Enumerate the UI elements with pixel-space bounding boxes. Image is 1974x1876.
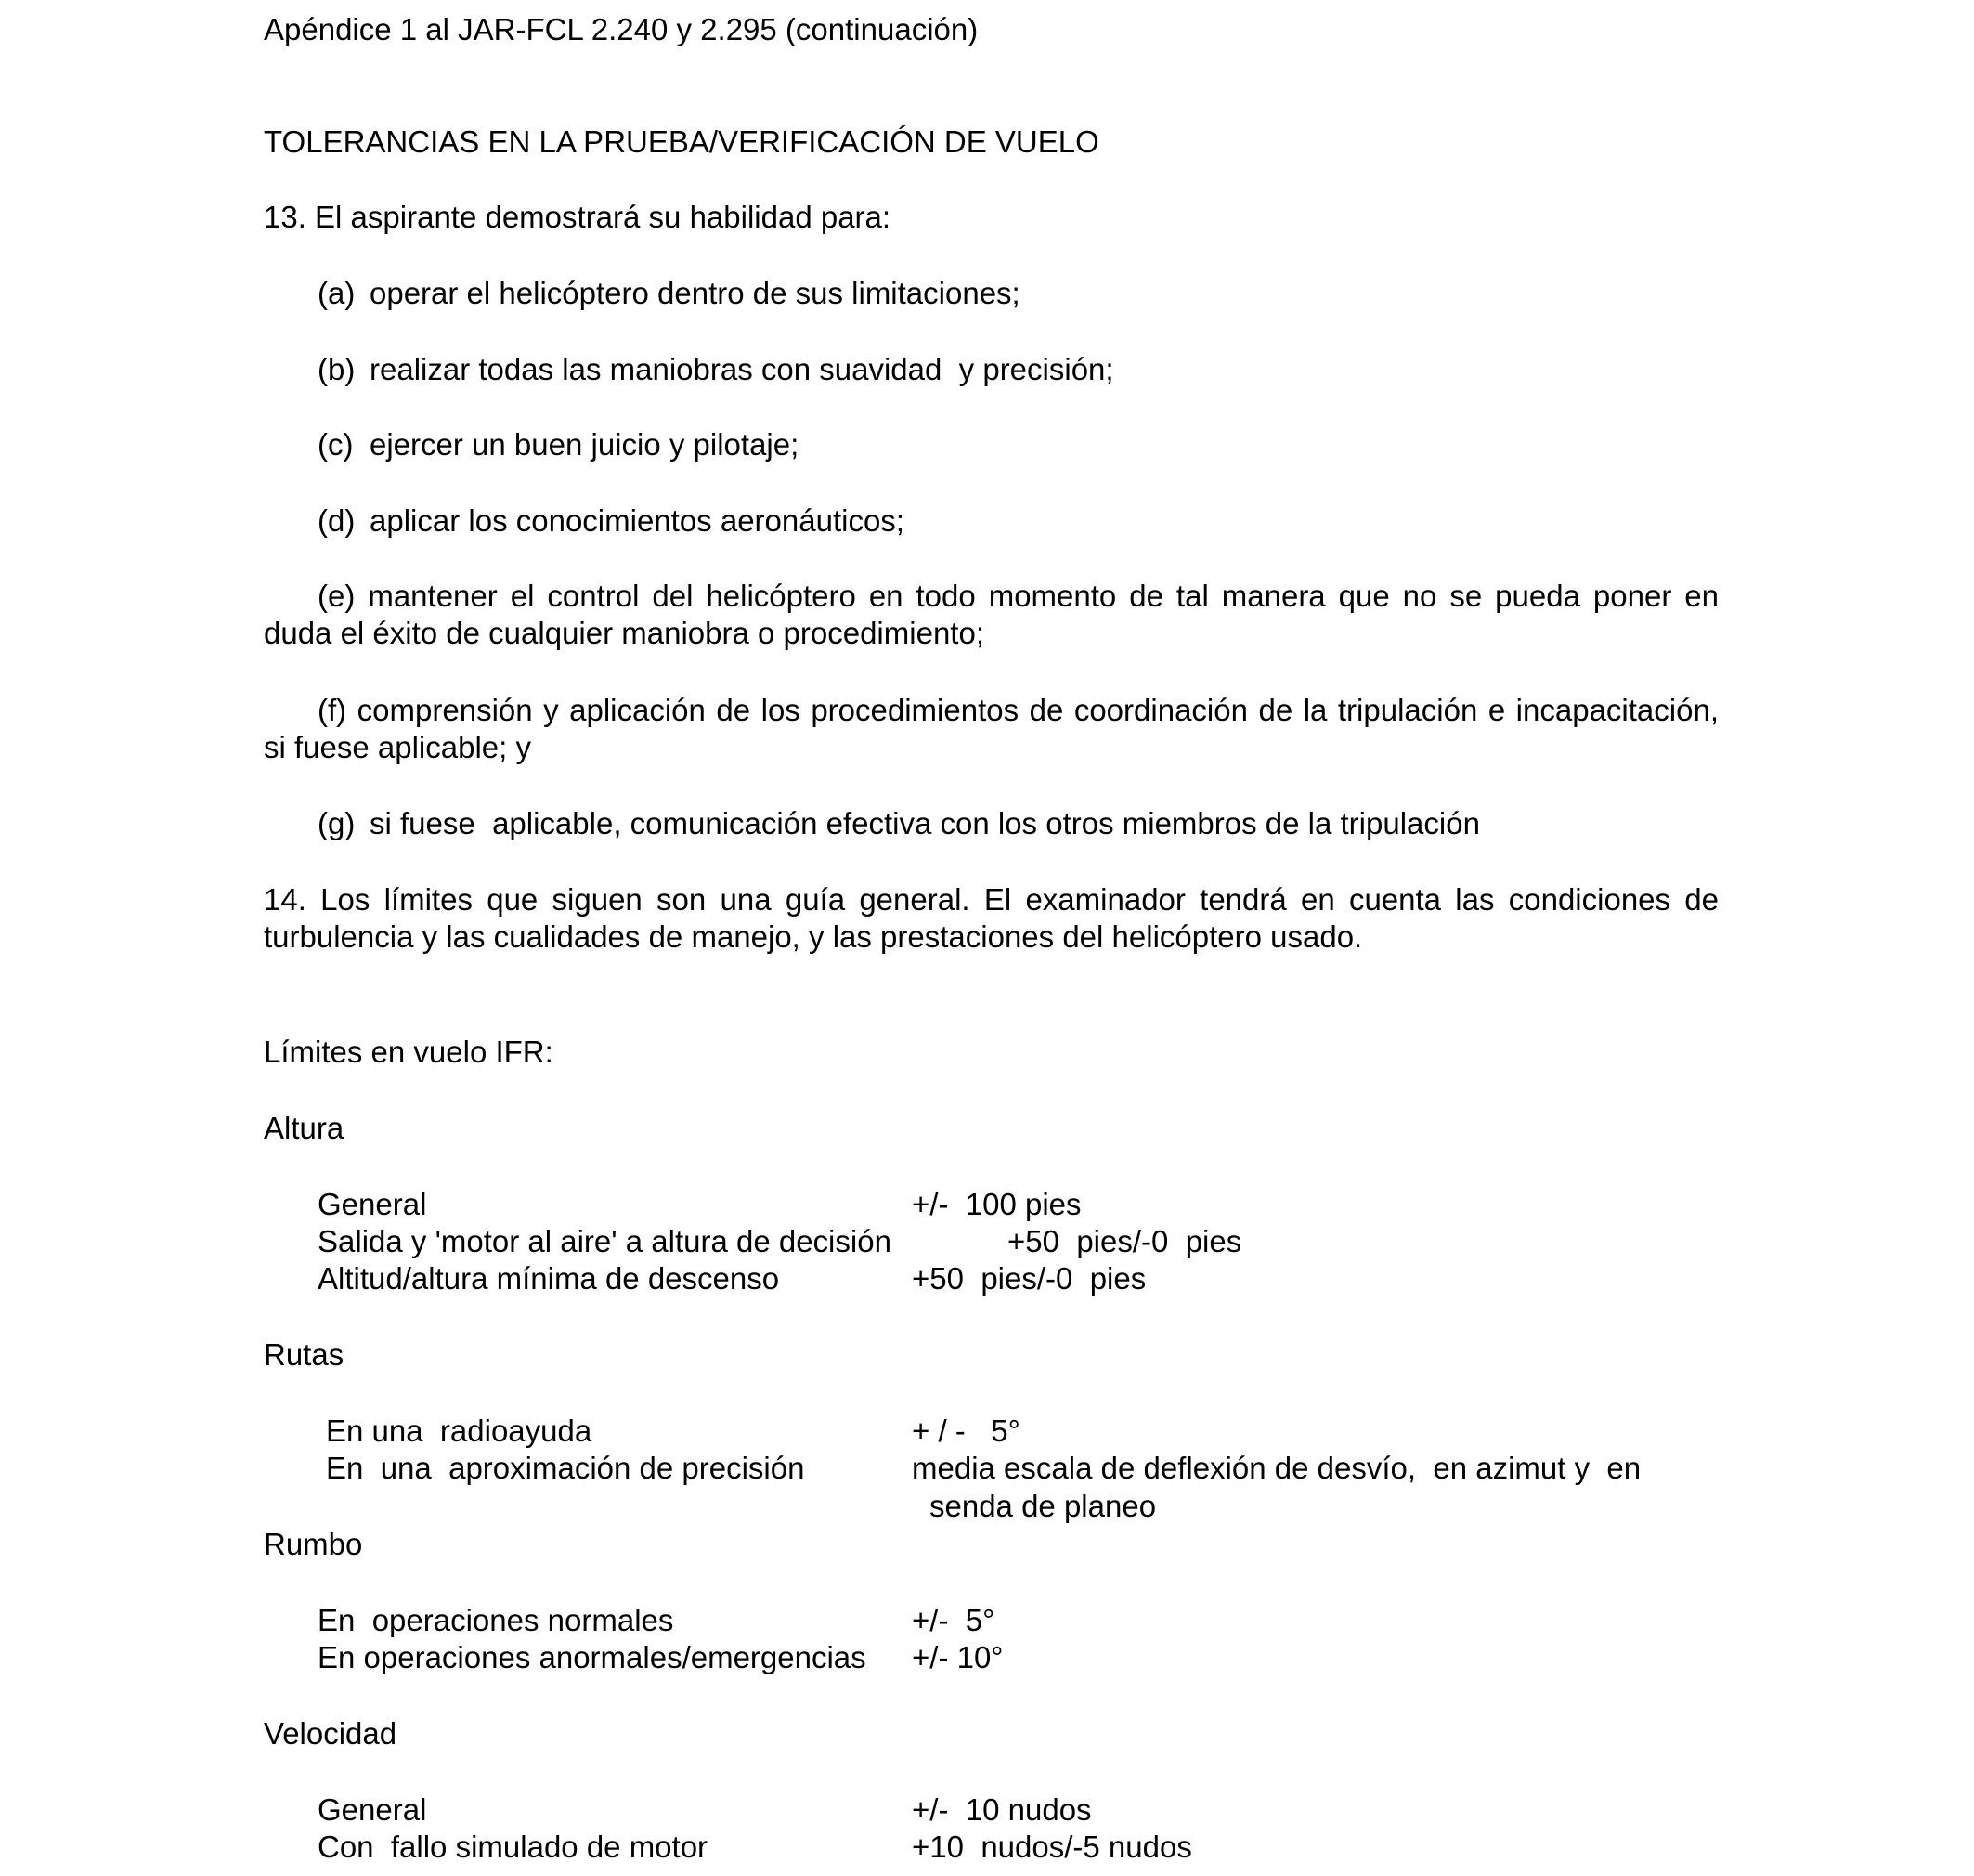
rutas-row-value-continued: senda de planeo xyxy=(929,1489,1157,1523)
subitem-f-text: comprensión y aplicación de los procedimientos de coordinación de la tripulación e incapacitación, si fuese aplicable; y xyxy=(264,693,1719,764)
altura-row-label: Salida y 'motor al aire' a altura de decisión xyxy=(318,1224,891,1258)
limits-title: Límites en vuelo IFR: xyxy=(264,1035,553,1069)
item-13-text: El aspirante demostrará su habilidad para: xyxy=(315,200,891,234)
subitem-c xyxy=(318,426,799,463)
altura-row-label: Altitud/altura mínima de descenso xyxy=(318,1261,780,1296)
subitem-d-text: aplicar los conocimientos aeronáuticos; xyxy=(370,503,904,538)
subitem-g-text: si fuese aplicable, comunicación efectiva con los otros miembros de la tripulación xyxy=(370,806,1480,840)
altura-row-value: +50 pies/-0 pies xyxy=(1007,1224,1242,1258)
subitem-d-label: (d) xyxy=(318,503,356,538)
subitem-g xyxy=(318,805,1480,842)
velocidad-row-value: +10 nudos/-5 nudos xyxy=(912,1830,1192,1864)
subitem-d xyxy=(318,502,904,540)
rumbo-row-label: En operaciones normales xyxy=(318,1603,674,1637)
subitem-a-text: operar el helicóptero dentro de sus limitaciones; xyxy=(370,276,1020,310)
subitem-a-label: (a) xyxy=(318,276,356,310)
velocidad-row-label: Con fallo simulado de motor xyxy=(318,1830,708,1864)
subitem-e xyxy=(264,578,1719,652)
altura-row-value: +/- 100 pies xyxy=(912,1187,1082,1221)
velocidad-title: Velocidad xyxy=(264,1716,397,1751)
item-13-number: 13. xyxy=(264,200,306,234)
page-header: Apéndice 1 al JAR-FCL 2.240 y 2.295 (continuación) xyxy=(264,12,979,46)
altura-row-label: General xyxy=(318,1187,427,1221)
rutas-row-label: En una aproximación de precisión xyxy=(326,1451,805,1485)
rumbo-row-value: +/- 5° xyxy=(912,1603,995,1637)
velocidad-row-label: General xyxy=(318,1792,427,1827)
section-title: TOLERANCIAS EN LA PRUEBA/VERIFICACIÓN DE VUELO xyxy=(264,124,1099,159)
subitem-b-text: realizar todas las maniobras con suavidad y precisión; xyxy=(370,352,1114,386)
subitem-b xyxy=(318,351,1114,388)
subitem-c-text: ejercer un buen juicio y pilotaje; xyxy=(370,427,799,462)
subitem-c-label: (c) xyxy=(318,427,354,462)
subitem-f-label: (f) xyxy=(318,693,347,727)
rutas-row-label: En una radioayuda xyxy=(326,1414,592,1448)
rumbo-title: Rumbo xyxy=(264,1527,363,1561)
altura-row-value: +50 pies/-0 pies xyxy=(912,1261,1147,1296)
subitem-b-label: (b) xyxy=(318,352,356,386)
rutas-title: Rutas xyxy=(264,1337,344,1372)
subitem-g-label: (g) xyxy=(318,806,356,840)
rutas-row-value: + / - 5° xyxy=(912,1414,1020,1448)
rutas-row-value: media escala de deflexión de desvío, en azimut y en xyxy=(912,1451,1642,1485)
rumbo-row-label: En operaciones anormales/emergencias xyxy=(318,1640,866,1674)
subitem-e-text: mantener el control del helicóptero en todo momento de tal manera que no se pueda poner en duda el éxito de cualquier maniobra o procedimiento; xyxy=(264,579,1720,650)
subitem-a xyxy=(318,275,1020,312)
rumbo-row-value: +/- 10° xyxy=(912,1640,1004,1674)
altura-title: Altura xyxy=(264,1111,344,1145)
item-13 xyxy=(264,199,890,236)
subitem-f xyxy=(264,692,1719,766)
item-14: 14. Los límites que siguen son una guía general. El examinador tendrá en cuenta las condiciones de turbulencia y las cualidades de manejo, y las prestaciones del helicóptero usado. xyxy=(264,882,1719,954)
velocidad-row-value: +/- 10 nudos xyxy=(912,1792,1092,1827)
subitem-e-label: (e) xyxy=(318,579,356,613)
